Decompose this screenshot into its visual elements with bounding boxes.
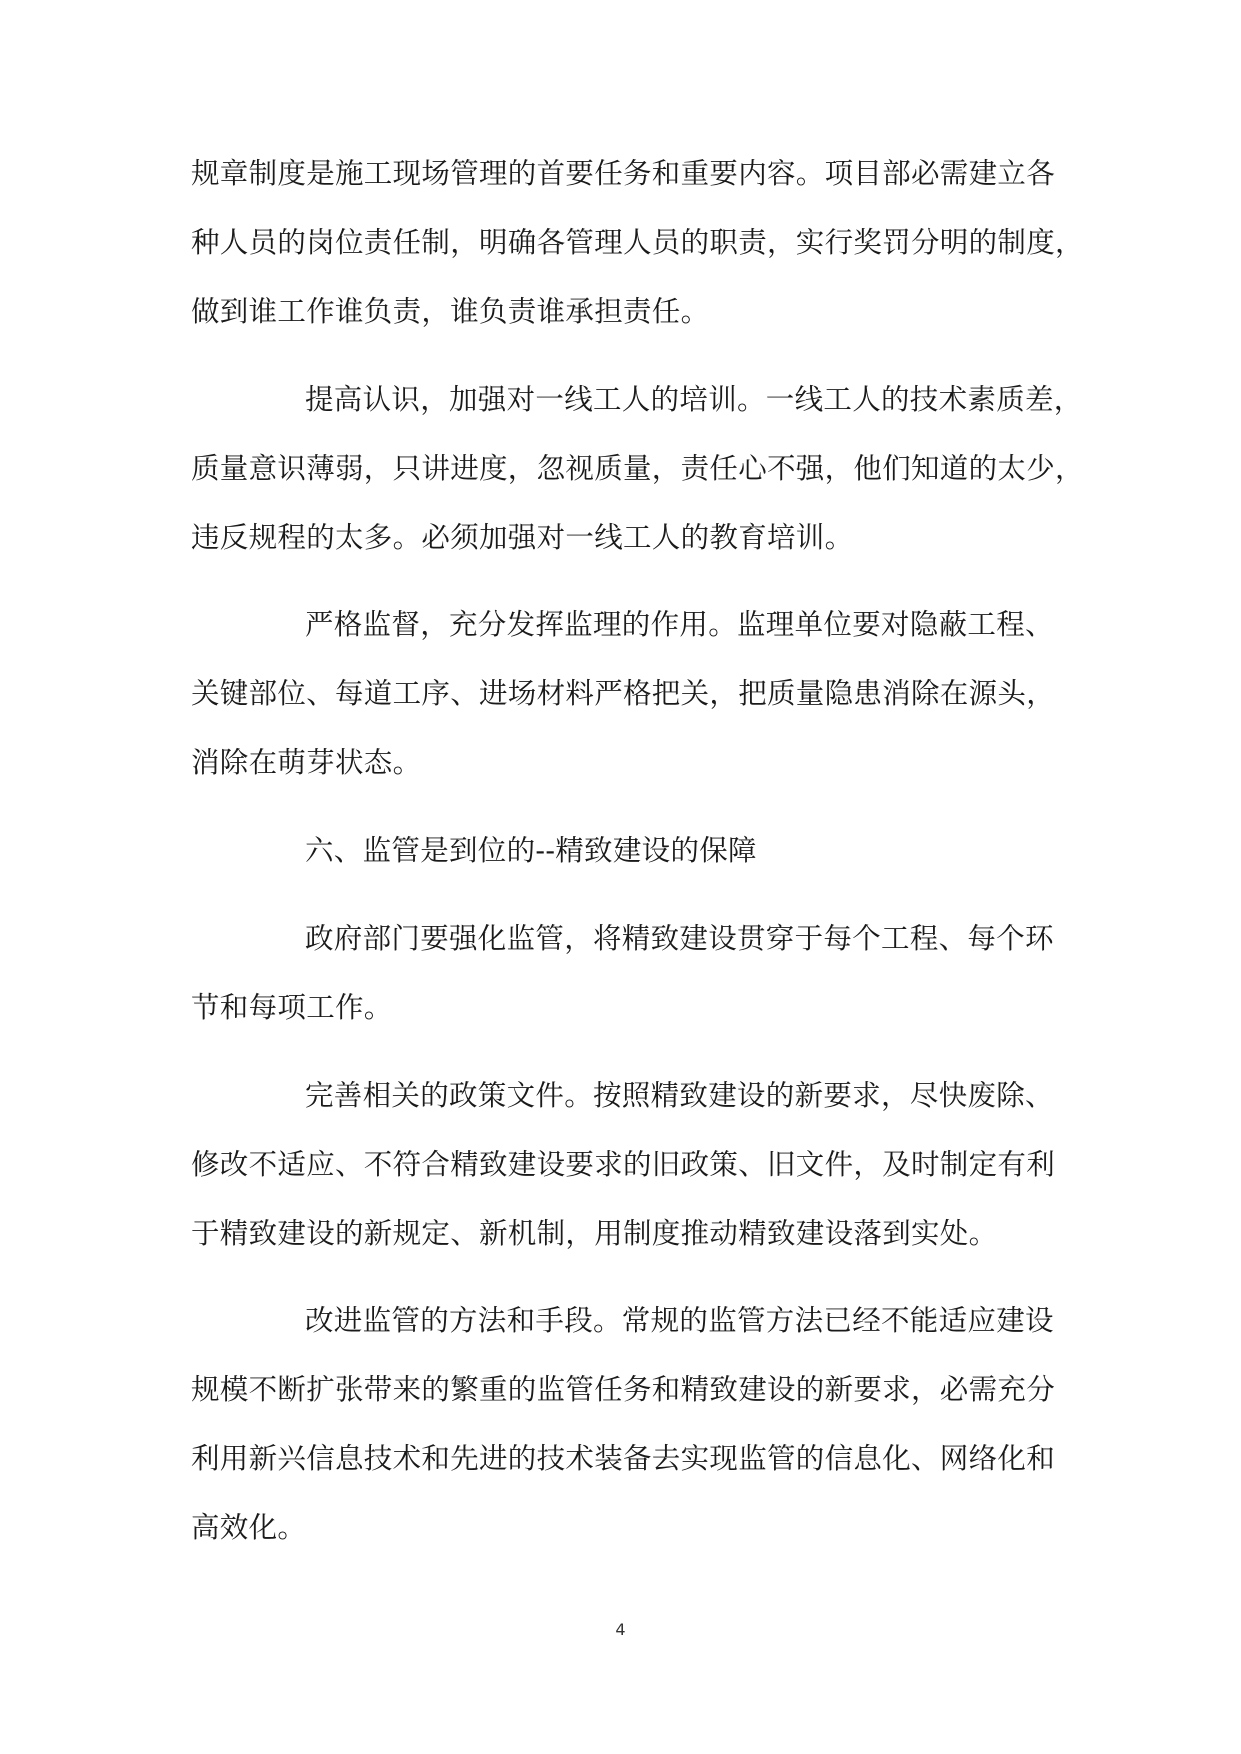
text-line: 修改不适应、不符合精致建设要求的旧政策、旧文件，及时制定有利 — [191, 1148, 1056, 1181]
text-line: 关键部位、每道工序、进场材料严格把关，把质量隐患消除在源头， — [191, 677, 1056, 710]
paragraph-start-line: 改进监管的方法和手段。常规的监管方法已经不能适应建设 — [305, 1304, 1054, 1337]
paragraph-start-line: 严格监督，充分发挥监理的作用。监理单位要对隐蔽工程、 — [305, 608, 1054, 641]
text-line: 消除在萌芽状态。 — [191, 746, 422, 779]
text-line: 违反规程的太多。必须加强对一线工人的教育培训。 — [191, 521, 854, 554]
text-line: 规模不断扩张带来的繁重的监管任务和精致建设的新要求，必需充分 — [191, 1373, 1056, 1406]
text-line: 种人员的岗位责任制，明确各管理人员的职责，实行奖罚分明的制度， — [191, 226, 1084, 259]
page-number: 4 — [615, 1620, 626, 1639]
text-line: 利用新兴信息技术和先进的技术装备去实现监管的信息化、网络化和 — [191, 1442, 1056, 1475]
text-line: 做到谁工作谁负责，谁负责谁承担责任。 — [191, 295, 710, 328]
paragraph-start-line: 政府部门要强化监管，将精致建设贯穿于每个工程、每个环 — [305, 922, 1054, 955]
paragraph-start-line: 提高认识，加强对一线工人的培训。一线工人的技术素质差， — [305, 383, 1083, 416]
text-line: 节和每项工作。 — [191, 991, 393, 1024]
text-line: 于精致建设的新规定、新机制，用制度推动精致建设落到实处。 — [191, 1217, 998, 1250]
section-heading: 六、监管是到位的--精致建设的保障 — [305, 834, 757, 867]
text-line: 高效化。 — [191, 1511, 307, 1544]
text-line: 规章制度是施工现场管理的首要任务和重要内容。项目部必需建立各 — [191, 157, 1056, 190]
paragraph-start-line: 完善相关的政策文件。按照精致建设的新要求，尽快废除、 — [305, 1079, 1054, 1112]
text-line: 质量意识薄弱，只讲进度，忽视质量，责任心不强，他们知道的太少， — [191, 452, 1084, 485]
